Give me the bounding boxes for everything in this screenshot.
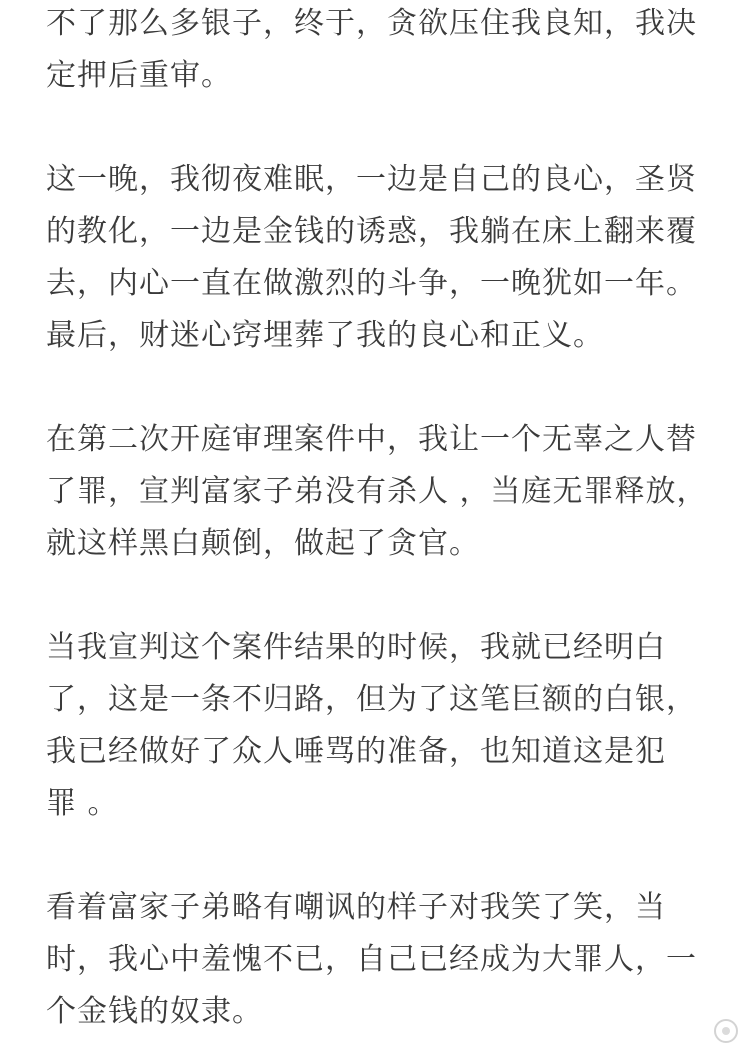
paragraph-line: 的教化，一边是金钱的诱惑，我躺在床上翻来覆 xyxy=(46,214,697,249)
paragraph-line: 了罪，宣判富家子弟没有杀人 ，当庭无罪释放， xyxy=(46,474,708,509)
paragraph-4 xyxy=(46,622,726,830)
paragraph-line: 最后，财迷心窍埋葬了我的良心和正义。 xyxy=(46,318,604,353)
paragraph-spacer xyxy=(46,830,726,882)
paragraph-line: 定押后重审。 xyxy=(46,58,232,93)
paragraph-line: 我已经做好了众人唾骂的准备，也知道这是犯 xyxy=(46,734,666,769)
paragraph-line: 罪 。 xyxy=(46,786,119,821)
paragraph-line: 这一晚，我彻夜难眠，一边是自己的良心，圣贤 xyxy=(46,162,697,197)
paragraph-line: 时，我心中羞愧不已，自己已经成为大罪人，一 xyxy=(46,942,697,977)
paragraph-line: 就这样黑白颠倒，做起了贪官。 xyxy=(46,526,480,561)
paragraph-line: 个金钱的奴隶。 xyxy=(46,994,263,1029)
paragraph-line: 看着富家子弟略有嘲讽的样子对我笑了笑，当 xyxy=(46,890,666,925)
watermark xyxy=(714,1019,738,1043)
paragraph-line: 当我宣判这个案件结果的时候，我就已经明白 xyxy=(46,630,666,665)
article-body xyxy=(46,0,726,1038)
paragraph-3 xyxy=(46,414,726,570)
paragraph-line: 不了那么多银子，终于，贪欲压住我良知，我决 xyxy=(46,6,697,41)
paragraph-1 xyxy=(46,0,726,102)
paragraph-line: 去，内心一直在做激烈的斗争，一晚犹如一年。 xyxy=(46,266,697,301)
paragraph-line: 在第二次开庭审理案件中，我让一个无辜之人替 xyxy=(46,422,697,457)
paragraph-spacer xyxy=(46,362,726,414)
site-logo-icon xyxy=(714,1019,738,1043)
paragraph-2 xyxy=(46,154,726,362)
paragraph-5 xyxy=(46,882,726,1038)
paragraph-spacer xyxy=(46,570,726,622)
paragraph-spacer xyxy=(46,102,726,154)
paragraph-line: 了，这是一条不归路，但为了这笔巨额的白银， xyxy=(46,682,697,717)
